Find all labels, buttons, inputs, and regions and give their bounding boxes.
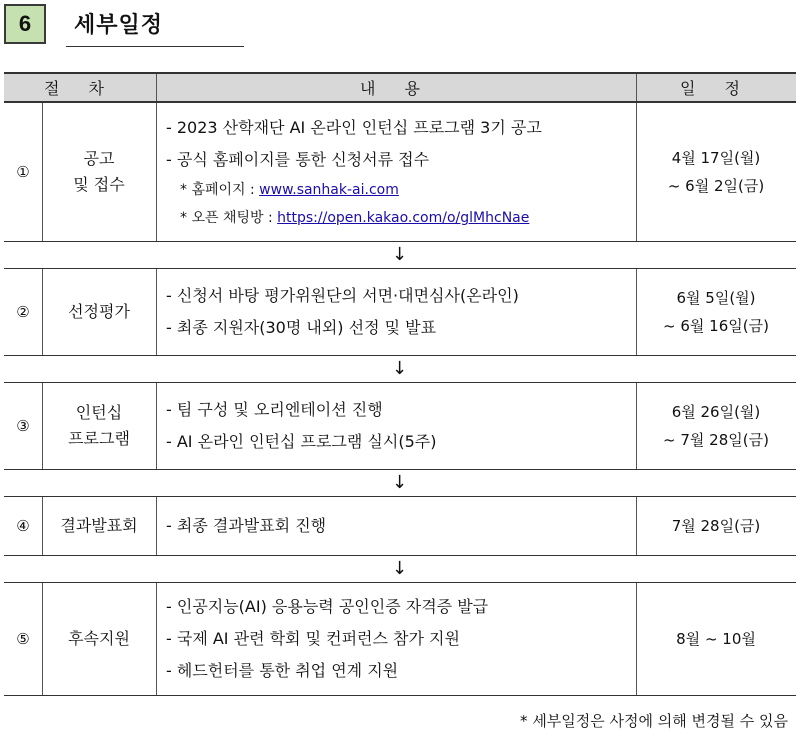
date-line: 8월 ~ 10월: [676, 630, 756, 648]
date-line: 6월 5일(월): [676, 289, 756, 307]
date-line: 4월 17일(월): [671, 149, 761, 167]
step-name: 선정평가: [68, 302, 130, 321]
down-arrow-icon: ↓: [392, 358, 408, 379]
step-number: ⑤: [16, 630, 30, 648]
step-content: [156, 583, 636, 695]
date-line: ~ 6월 16일(금): [663, 317, 769, 335]
content-item: - AI 온라인 인턴십 프로그램 실시(5주): [166, 432, 437, 451]
step-number: ①: [16, 163, 30, 181]
homepage-label: * 홈페이지 :: [180, 182, 260, 198]
step-name: 후속지원: [68, 629, 130, 648]
step-number: ②: [16, 303, 30, 321]
divider: [156, 74, 157, 101]
step-content: [156, 269, 636, 355]
down-arrow-icon: ↓: [392, 558, 408, 579]
title-underline: [66, 46, 244, 47]
homepage-link[interactable]: www.sanhak-ai.com: [259, 182, 399, 198]
step-date: [636, 383, 796, 469]
header-date: 일 정: [680, 79, 752, 98]
content-item: - 인공지능(AI) 응용능력 공인인증 자격증 발급: [166, 597, 489, 616]
homepage-line: [166, 176, 636, 204]
content-item: - 팀 구성 및 오리엔테이션 진행: [166, 400, 383, 419]
step-content: [156, 383, 636, 469]
openchat-link[interactable]: https://open.kakao.com/o/glMhcNae: [277, 210, 530, 226]
step-date: [636, 103, 796, 241]
openchat-line: [166, 204, 636, 232]
step-date: [636, 269, 796, 355]
step-name: 결과발표회: [60, 516, 138, 535]
footnote: * 세부일정은 사정에 의해 변경될 수 있음: [520, 712, 788, 730]
content-item: - 최종 결과발표회 진행: [166, 516, 327, 535]
section-header: [4, 4, 244, 48]
table-row-internship: [4, 382, 796, 470]
down-arrow-icon: ↓: [392, 244, 408, 265]
divider: [636, 74, 637, 101]
content-item: - 신청서 바탕 평가위원단의 서면·대면심사(온라인): [166, 286, 519, 305]
section-number-badge: 6: [4, 4, 46, 44]
step-content: [156, 103, 636, 241]
content-item: - 공식 홈페이지를 통한 신청서류 접수: [166, 150, 430, 169]
step-date: [636, 583, 796, 695]
section-title: 세부일정: [74, 13, 164, 38]
date-line: 6월 26일(월): [671, 403, 761, 421]
date-line: 7월 28일(금): [671, 517, 761, 535]
table-row-followup: [4, 582, 796, 696]
openchat-label: * 오픈 채팅방 :: [180, 210, 278, 226]
content-item: - 헤드헌터를 통한 취업 연계 지원: [166, 661, 399, 680]
table-row-presentation: [4, 496, 796, 556]
table-row-announcement: [4, 102, 796, 242]
table-row-evaluation: [4, 268, 796, 356]
down-arrow-icon: ↓: [392, 472, 408, 493]
step-name: 공고 및 접수: [73, 149, 125, 194]
content-item: - 최종 지원자(30명 내외) 선정 및 발표: [166, 318, 437, 337]
header-step: 절 차: [44, 79, 116, 98]
header-content: 내 용: [360, 79, 432, 98]
content-item: - 2023 산학재단 AI 온라인 인턴십 프로그램 3기 공고: [166, 118, 542, 137]
step-number: ④: [16, 517, 30, 535]
step-date: [636, 497, 796, 555]
table-header: [4, 72, 796, 102]
date-line: ~ 6월 2일(금): [667, 177, 765, 195]
step-name: 인턴십 프로그램: [68, 403, 130, 448]
content-item: - 국제 AI 관련 학회 및 컨퍼런스 참가 지원: [166, 629, 460, 648]
step-content: [156, 497, 636, 555]
step-number: ③: [16, 417, 30, 435]
date-line: ~ 7월 28일(금): [663, 431, 769, 449]
